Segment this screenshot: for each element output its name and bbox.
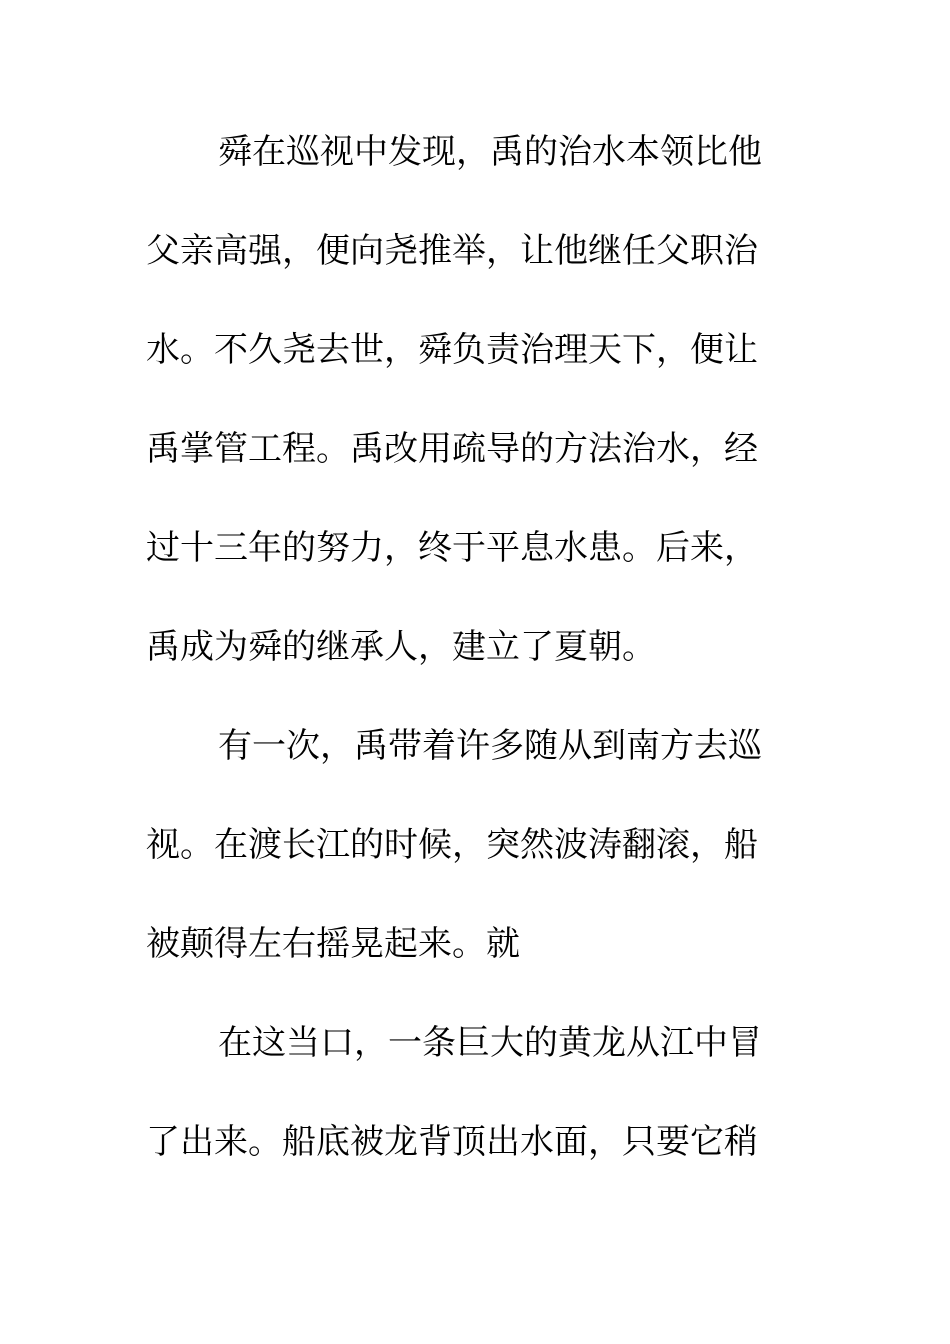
paragraph-1-line-6: 禹成为舜的继承人，建立了夏朝。 xyxy=(146,627,656,667)
paragraph-2-line-1: 有一次，禹带着许多随从到南方去巡 xyxy=(218,726,762,766)
document-body xyxy=(146,118,826,1207)
paragraph-1-line-4: 禹掌管工程。禹改用疏导的方法治水，经 xyxy=(146,429,758,469)
paragraph-1-line-1: 舜在巡视中发现，禹的治水本领比他 xyxy=(218,132,762,172)
paragraph-2-line-3: 被颠得左右摇晃起来。就 xyxy=(146,924,520,964)
paragraph-1-line-5: 过十三年的努力，终于平息水患。后来， xyxy=(146,528,758,568)
paragraph-1-line-2: 父亲高强，便向尧推举，让他继任父职治 xyxy=(146,231,758,271)
paragraph-1-line-3: 水。不久尧去世，舜负责治理天下，便让 xyxy=(146,330,758,370)
paragraph-3-line-1: 在这当口，一条巨大的黄龙从江中冒 xyxy=(218,1023,762,1063)
paragraph-3-line-2: 了出来。船底被龙背顶出水面，只要它稍 xyxy=(146,1122,758,1162)
paragraph-2-line-2: 视。在渡长江的时候，突然波涛翻滚，船 xyxy=(146,825,758,865)
